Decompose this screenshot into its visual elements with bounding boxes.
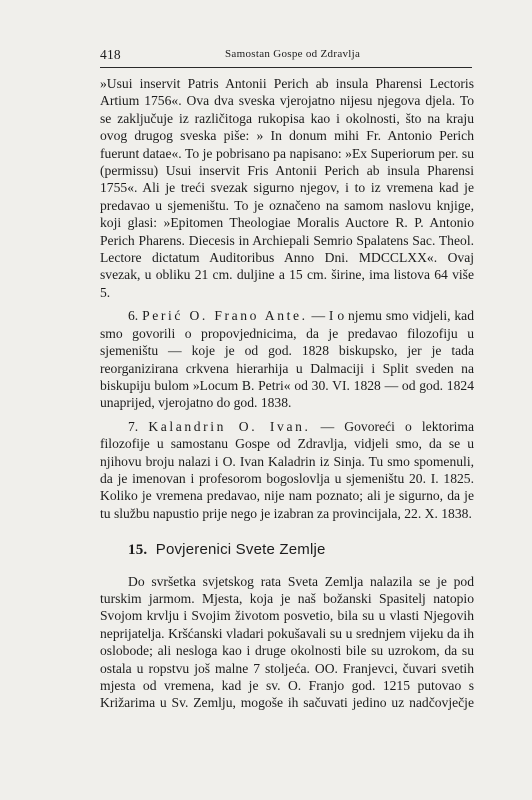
paragraph-kalandrin-ivan (100, 418, 474, 522)
entry-number: 7. (128, 418, 139, 434)
running-head: Samostan Gospe od Zdravlja (225, 48, 361, 60)
section-title: Povjerenici Svete Zemlje (155, 541, 326, 559)
entry-name: Perić O. Frano Ante. (142, 308, 308, 324)
entry-text: — I o njemu smo vidjeli, kad smo govorili o propovjednicima, da je predavao filozofiju u sjemeništu — koje je od god. 1828 biskupsko, jer je tada reorganizirana crkvena hierarhija u Dalmaciji i Split sveden na biskupiju bulom »Locum B. Petri« od 30. VI. 1828 — od god. 1824 unaprijed, vjerojatno do god. 1838. (100, 308, 474, 411)
page-header (100, 47, 466, 67)
section-number: 15. (128, 542, 148, 559)
paragraph-sveta-zemlja: Do svršetka svjetskog rata Sveta Zemlja nalazila se je pod turskim jarmom. Mjesta, koja je naš božanski Spasitelj natopio Svojom krvlju i Svojim životom posvetio, bila su u vlasti Njegovih neprijatelja. Kršćanski vladari pokušavali su u srednjem vijeku da ih oslobode; ali nesloga kao i druge okolnosti bile su uzrokom, da su ostala u ropstvu još malne 7 stoljeća. OO. Franjevci, čuvari svetih mjesta od vremena, kad je sv. O. Franjo god. 1215 putovao s Križarima u Sv. Zemlju, mogoše ih sačuvati jedino uz nadčovječje (100, 573, 474, 711)
section-heading (128, 541, 474, 559)
paragraph-peric-frano (100, 307, 474, 411)
entry-name: Kalandrin O. Ivan. (148, 418, 311, 434)
page-number: 418 (100, 47, 121, 62)
entry-text: — Govoreći o lektorima filozofije u samostanu Gospe od Zdravlja, vidjeli smo, da se u njihovu broju nalazi i O. Ivan Kaladrin iz Sinja. Tu smo spomenuli, da je imenovan i profesorom bogoslovlja u sjemeništu 20. I. 1825. Koliko je vremena predavao, nije nam poznato; ali je sigurno, da je tu službu napustio prije nego je izabran za provincijala, 22. X. 1838. (100, 418, 474, 521)
body-text (100, 75, 474, 712)
paragraph-perich-antonii: »Usui inservit Patris Antonii Perich ab insula Pharensi Lectoris Artium 1756«. Ova dva sveska vjerojatno nijesu njegova djela. To se zaključuje iz različitoga rukopisa kao i okolnosti, što na kraju ovog drugog sveska piše: » In donum mihi Fr. Antonio Perich fuerunt datae«. To je pobrisano pa napisano: »Ex Superiorum per. su (permissu) Usui inservit Fris Antonii Perich ab insula Pharensi 1755«. Ali je treći svezak sigurno njegov, i to iz vremena kad je predavao u sjemeništu. To je označeno na samom naslovu knjige, koji glasi: »Epitomen Theologiae Moralis Auctore R. P. Antonio Perich Pharens. Diecesis in Archiepali Semrio Spalatens Sac. Theol. Lectore dictatum Auditoribus Anno Dni. MDCCLXX«. Ovaj svezak, u obliku 21 cm. duljine a 15 cm. širine, ima listova 64 više 5. (100, 76, 474, 300)
header-rule (100, 67, 472, 68)
entry-number: 6. (128, 308, 139, 324)
